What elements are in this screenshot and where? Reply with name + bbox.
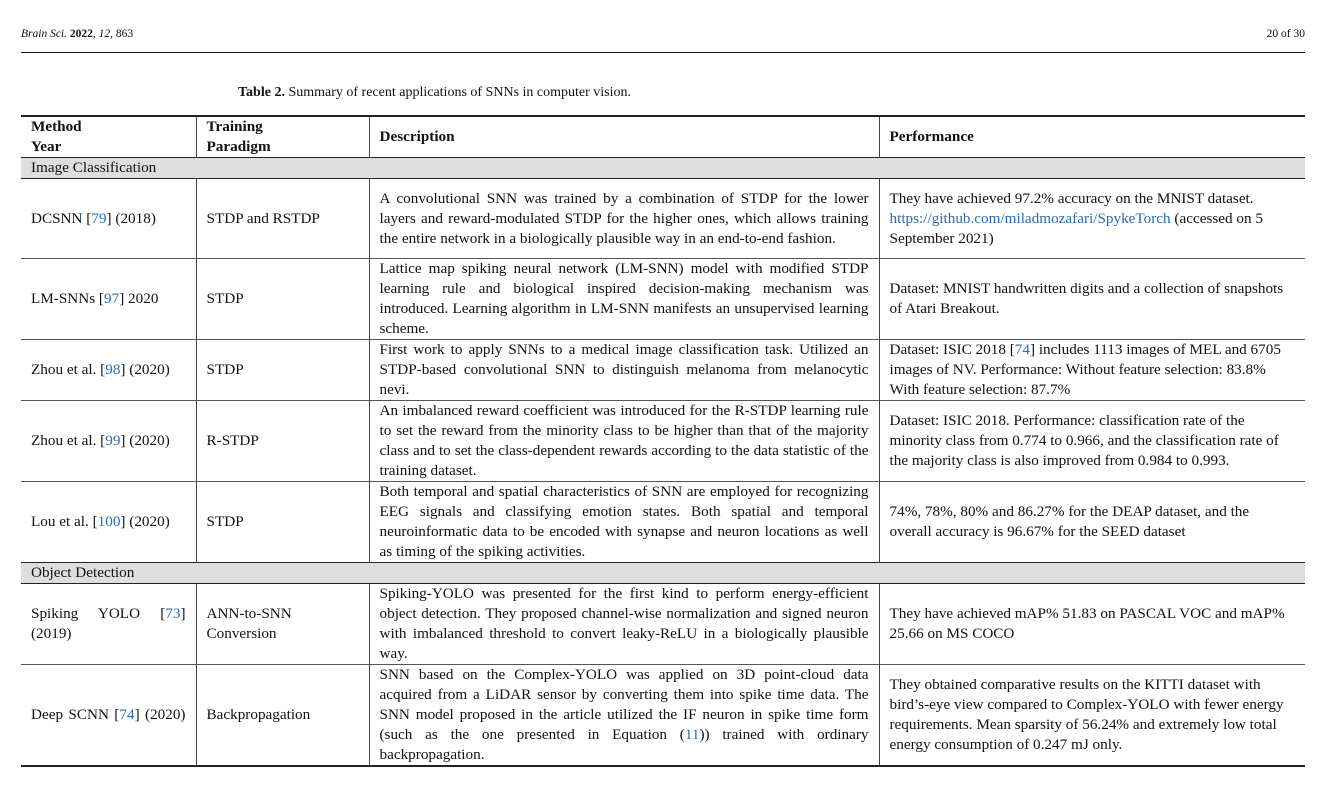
method-cell: DCSNN [79] (2018) bbox=[31, 209, 156, 227]
table-row bbox=[21, 340, 1305, 401]
table-row bbox=[21, 665, 1305, 767]
journal-name: Brain Sci. bbox=[21, 28, 67, 40]
section-title: Image Classification bbox=[21, 158, 1305, 179]
paradigm-cell: STDP bbox=[196, 340, 369, 401]
citation-link[interactable]: 79 bbox=[91, 209, 107, 227]
citation-link[interactable]: 73 bbox=[165, 605, 181, 622]
performance-cell: They have achieved 97.2% accuracy on the MNIST dataset. https://github.com/miladmozafari/SpykeTorch (accessed on 5 September 2021) bbox=[879, 179, 1305, 259]
table-row bbox=[21, 482, 1305, 563]
citation-link[interactable]: 99 bbox=[105, 432, 121, 449]
performance-cell: 74%, 78%, 80% and 86.27% for the DEAP dataset, and the overall accuracy is 96.67% for the SEED dataset bbox=[879, 482, 1305, 563]
citation-link[interactable]: 98 bbox=[105, 361, 121, 378]
method-cell: Zhou et al. [99] (2020) bbox=[31, 432, 170, 449]
header-rule bbox=[21, 52, 1305, 53]
description-cell: Both temporal and spatial characteristics of SNN are employed for recognizing EEG signals and classifying emotion states. Both spatial and temporal neuroinformatic data to be encoded with synapse and neuron locations as well as timing of the spiking activities. bbox=[369, 482, 879, 563]
citation-link[interactable]: 97 bbox=[104, 290, 120, 307]
performance-cell: They obtained comparative results on the KITTI dataset with bird’s-eye view compared to Complex-YOLO with fewer energy requirements. Mean sparsity of 56.24% and extremely low total energy consumption of 0.247 mJ only. bbox=[879, 665, 1305, 767]
method-cell: Spiking YOLO [73] (2019) bbox=[31, 605, 186, 642]
performance-cell: Dataset: MNIST handwritten digits and a collection of snapshots of Atari Breakout. bbox=[879, 259, 1305, 340]
performance-cell: Dataset: ISIC 2018. Performance: classification rate of the minority class from 0.774 to 0.966, and the classification rate of the majority class is also improved from 0.984 to 0.993. bbox=[879, 401, 1305, 482]
description-cell: Spiking-YOLO was presented for the first kind to perform energy-efficient object detection. They proposed channel-wise normalization and signed neuron with imbalanced threshold to convert leaky-ReLU in a biologically plausible way. bbox=[369, 584, 879, 665]
journal-citation: Brain Sci. 2022, 12, 863 bbox=[21, 28, 134, 40]
header-training-paradigm: Training Paradigm bbox=[196, 116, 369, 158]
table-row bbox=[21, 584, 1305, 665]
table-row bbox=[21, 179, 1305, 259]
header-method-year: Method Year bbox=[31, 118, 82, 155]
description-cell: SNN based on the Complex-YOLO was applied on 3D point-cloud data acquired from a LiDAR sensor by converting them into spike time data. The SNN model proposed in the article utilized the IF neuron in spike time form (such as the one presented in Equation (11)) trained with ordinary backpropagation. bbox=[369, 665, 879, 767]
paradigm-cell: STDP bbox=[196, 482, 369, 563]
paradigm-cell: R-STDP bbox=[196, 401, 369, 482]
paradigm-cell: STDP and RSTDP bbox=[196, 179, 369, 259]
table-caption bbox=[238, 85, 631, 101]
applications-table bbox=[21, 115, 1305, 767]
performance-cell: They have achieved mAP% 51.83 on PASCAL VOC and mAP% 25.66 on MS COCO bbox=[879, 584, 1305, 665]
citation-link[interactable]: 74 bbox=[1014, 341, 1030, 358]
performance-cell: Dataset: ISIC 2018 [74] includes 1113 images of MEL and 6705 images of NV. Performance: Without feature selection: 83.8% With feature selection: 87.7% bbox=[879, 340, 1305, 401]
journal-volume: 12 bbox=[98, 28, 111, 40]
section-row-object-detection bbox=[21, 563, 1305, 584]
citation-link[interactable]: 74 bbox=[119, 706, 135, 723]
article-number: 863 bbox=[115, 28, 134, 40]
method-cell: Zhou et al. [98] (2020) bbox=[31, 361, 170, 378]
method-cell: Lou et al. [100] (2020) bbox=[31, 513, 170, 530]
external-link[interactable]: https://github.com/miladmozafari/SpykeTorch bbox=[889, 209, 1171, 227]
caption-text: Summary of recent applications of SNNs in computer vision. bbox=[288, 85, 632, 100]
header-performance: Performance bbox=[879, 116, 1305, 158]
table-row bbox=[21, 401, 1305, 482]
header-description: Description bbox=[369, 116, 879, 158]
description-cell: Lattice map spiking neural network (LM-SNN) model with modified STDP learning rule and biological inspired decision-making mechanism was introduced. Learning algorithm in LM-SNN manifests an unsupervised learning scheme. bbox=[369, 259, 879, 340]
paradigm-cell: STDP bbox=[196, 259, 369, 340]
table-row bbox=[21, 259, 1305, 340]
running-head bbox=[21, 28, 1305, 40]
method-cell: Deep SCNN [74] (2020) bbox=[31, 706, 186, 723]
page-indicator: 20 of 30 bbox=[1266, 28, 1305, 40]
journal-year: 2022 bbox=[69, 28, 93, 40]
description-cell: First work to apply SNNs to a medical image classification task. Utilized an STDP-based convolutional SNN to distinguish melanoma from melanocytic nevi. bbox=[369, 340, 879, 401]
section-title: Object Detection bbox=[21, 563, 1305, 584]
caption-label: Table 2. bbox=[238, 85, 285, 100]
section-row-image-classification bbox=[21, 158, 1305, 179]
table-header-row bbox=[21, 116, 1305, 158]
description-cell: An imbalanced reward coefficient was introduced for the R-STDP learning rule to set the reward from the minority class to be higher than that of the majority class and to set the class-dependent rewards according to the data statistic of the training dataset. bbox=[369, 401, 879, 482]
equation-link[interactable]: 11 bbox=[684, 726, 700, 743]
paradigm-cell: ANN-to-SNN Conversion bbox=[196, 584, 369, 665]
method-cell: LM-SNNs [97] 2020 bbox=[31, 290, 159, 307]
description-cell: A convolutional SNN was trained by a combination of STDP for the lower layers and reward-modulated STDP for the higher ones, which allows training the entire network in a biologically plausible way in an end-to-end fashion. bbox=[369, 179, 879, 259]
paradigm-cell: Backpropagation bbox=[196, 665, 369, 767]
citation-link[interactable]: 100 bbox=[97, 513, 121, 530]
